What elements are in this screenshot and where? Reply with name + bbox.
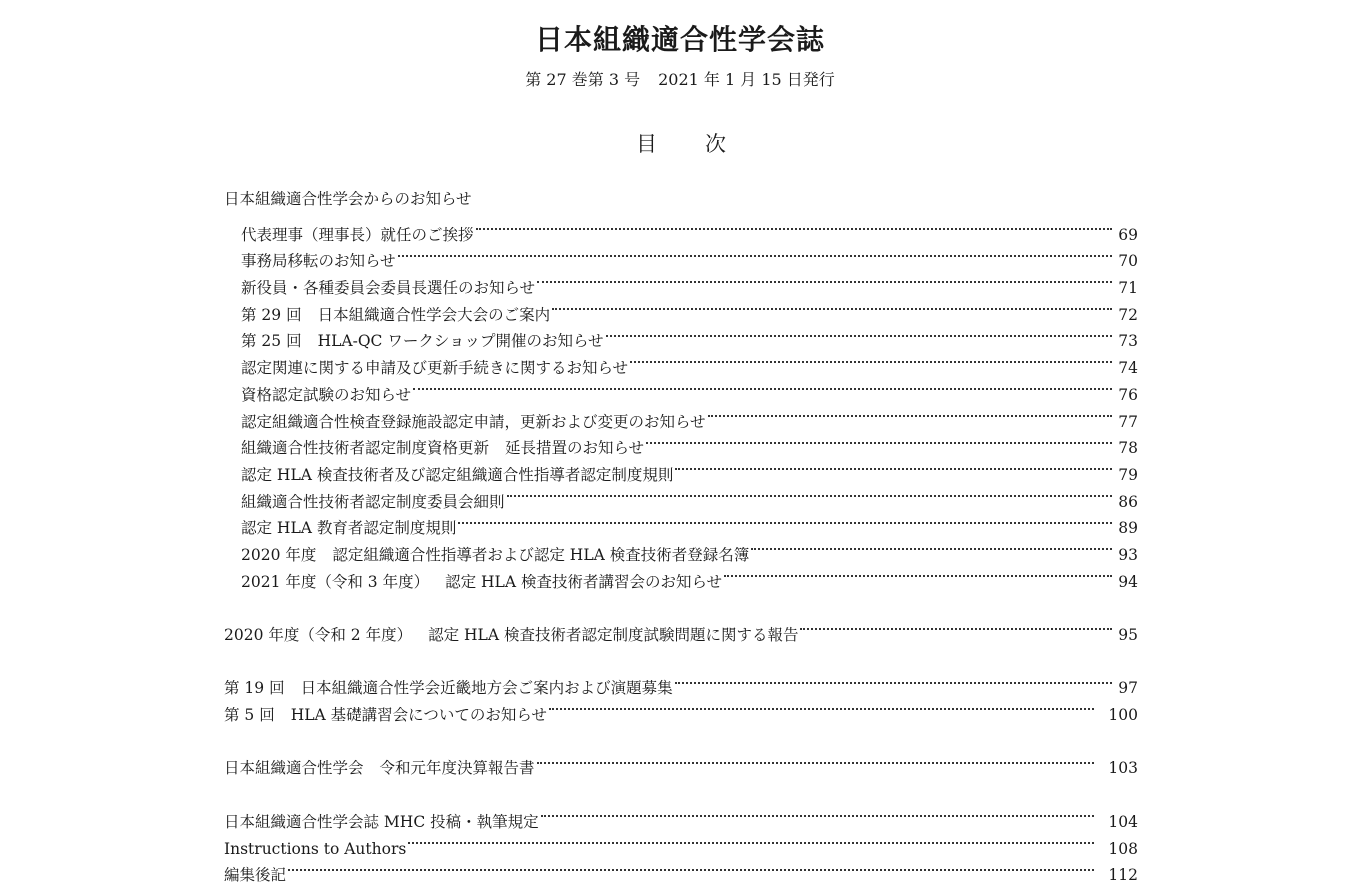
toc-entry-page: 103 [1108, 759, 1138, 778]
dot-leader [675, 667, 1112, 694]
dot-leader [675, 453, 1112, 480]
toc-entry-title: 編集後記 [224, 866, 287, 885]
dot-leader [537, 747, 1094, 774]
toc-entry[interactable] [224, 667, 1138, 698]
toc-entry[interactable] [224, 213, 1138, 244]
toc-entry-title: Instructions to Authors [224, 839, 407, 858]
toc-entry-title: 2020 年度（令和 2 年度） 認定 HLA 検査技術者認定制度試験問題に関する報告 [224, 626, 799, 644]
toc-entry-title: 認定組織適合性検査登録施設認定申請，更新および変更のお知らせ [241, 412, 706, 431]
toc-entry-title: 事務局移転のお知らせ [241, 252, 396, 271]
dot-leader [537, 266, 1112, 293]
dot-leader [507, 480, 1112, 507]
toc-entry-title: 第 19 回 日本組織適合性学会近畿地方会ご案内および演題募集 [224, 679, 673, 698]
toc-entry-page: 73 [1118, 332, 1138, 351]
toc-entry-page: 74 [1118, 359, 1138, 378]
toc-entry[interactable] [224, 800, 1138, 831]
dot-leader [541, 800, 1094, 827]
dot-leader [288, 854, 1094, 881]
toc-entry-page: 104 [1108, 812, 1138, 831]
dot-leader [549, 693, 1094, 720]
toc-entry-title: 認定 HLA 教育者認定制度規則 [241, 519, 457, 538]
toc-entry-title: 2021 年度（令和 3 年度） 認定 HLA 検査技術者講習会のお知らせ [241, 572, 722, 591]
dot-leader [800, 613, 1112, 640]
dot-leader [458, 507, 1112, 534]
toc-entry-title: 日本組織適合性学会誌 MHC 投稿・執筆規定 [224, 812, 539, 831]
toc-entry-page: 70 [1118, 252, 1138, 271]
toc-entry-page: 72 [1118, 305, 1138, 324]
table-of-contents [224, 186, 1138, 885]
toc-entry[interactable] [224, 613, 1138, 644]
toc-entry-page: 93 [1118, 545, 1138, 564]
toc-entry-title: 第 5 回 HLA 基礎講習会についてのお知らせ [224, 706, 547, 725]
toc-entry-page: 69 [1118, 225, 1138, 244]
toc-heading: 目次 [636, 132, 774, 156]
toc-entry-title: 認定 HLA 検査技術者及び認定組織適合性指導者認定制度規則 [241, 465, 674, 484]
toc-entry-title: 新役員・各種委員会委員長選任のお知らせ [241, 279, 536, 298]
dot-leader [413, 373, 1112, 400]
toc-entry-title: 代表理事（理事長）就任のご挨拶 [241, 225, 474, 244]
dot-leader [552, 293, 1112, 320]
toc-entry[interactable] [224, 854, 1138, 885]
publish-date: 2021 年 1 月 15 日発行 [658, 70, 835, 89]
toc-entry-page: 86 [1118, 492, 1138, 511]
toc-entry-title: 第 25 回 HLA-QC ワークショップ開催のお知らせ [241, 332, 604, 351]
toc-entry-page: 95 [1118, 626, 1138, 644]
toc-entry-page: 77 [1118, 412, 1138, 431]
toc-entry-page: 94 [1118, 572, 1138, 591]
toc-entry-page: 79 [1118, 465, 1138, 484]
toc-entry-title: 2020 年度 認定組織適合性指導者および認定 HLA 検査技術者登録名簿 [241, 545, 750, 564]
dot-leader [408, 827, 1094, 854]
dot-leader [476, 213, 1112, 240]
toc-entry-title: 資格認定試験のお知らせ [241, 385, 412, 404]
toc-entry-page: 71 [1118, 279, 1138, 298]
issue-info [0, 67, 1350, 90]
toc-entry-page: 78 [1118, 439, 1138, 458]
toc-entry-title: 日本組織適合性学会 令和元年度決算報告書 [224, 759, 535, 778]
volume-issue: 第 27 巻第 3 号 [525, 70, 641, 89]
dot-leader [708, 400, 1112, 427]
dot-leader [646, 427, 1112, 454]
dot-leader [630, 346, 1112, 373]
toc-entry-title: 組織適合性技術者認定制度資格更新 延長措置のお知らせ [241, 439, 645, 458]
toc-entry-page: 100 [1108, 706, 1138, 725]
toc-entry-page: 76 [1118, 385, 1138, 404]
toc-entry[interactable] [224, 747, 1138, 778]
dot-leader [751, 533, 1112, 560]
toc-entry-page: 89 [1118, 519, 1138, 538]
toc-entry-title: 認定関連に関する申請及び更新手続きに関するお知らせ [241, 359, 629, 378]
dot-leader [606, 320, 1112, 347]
dot-leader [724, 560, 1112, 587]
dot-leader [398, 240, 1112, 267]
toc-entry-title: 第 29 回 日本組織適合性学会大会のご案内 [241, 305, 551, 324]
toc-section-title: 日本組織適合性学会からのお知らせ [224, 190, 472, 208]
journal-title: 日本組織適合性学会誌 [534, 23, 825, 56]
toc-entry-page: 108 [1108, 839, 1138, 858]
toc-entry-page: 112 [1108, 866, 1138, 885]
toc-entry-title: 組織適合性技術者認定制度委員会細則 [241, 492, 505, 511]
toc-entry-page: 97 [1118, 679, 1138, 698]
